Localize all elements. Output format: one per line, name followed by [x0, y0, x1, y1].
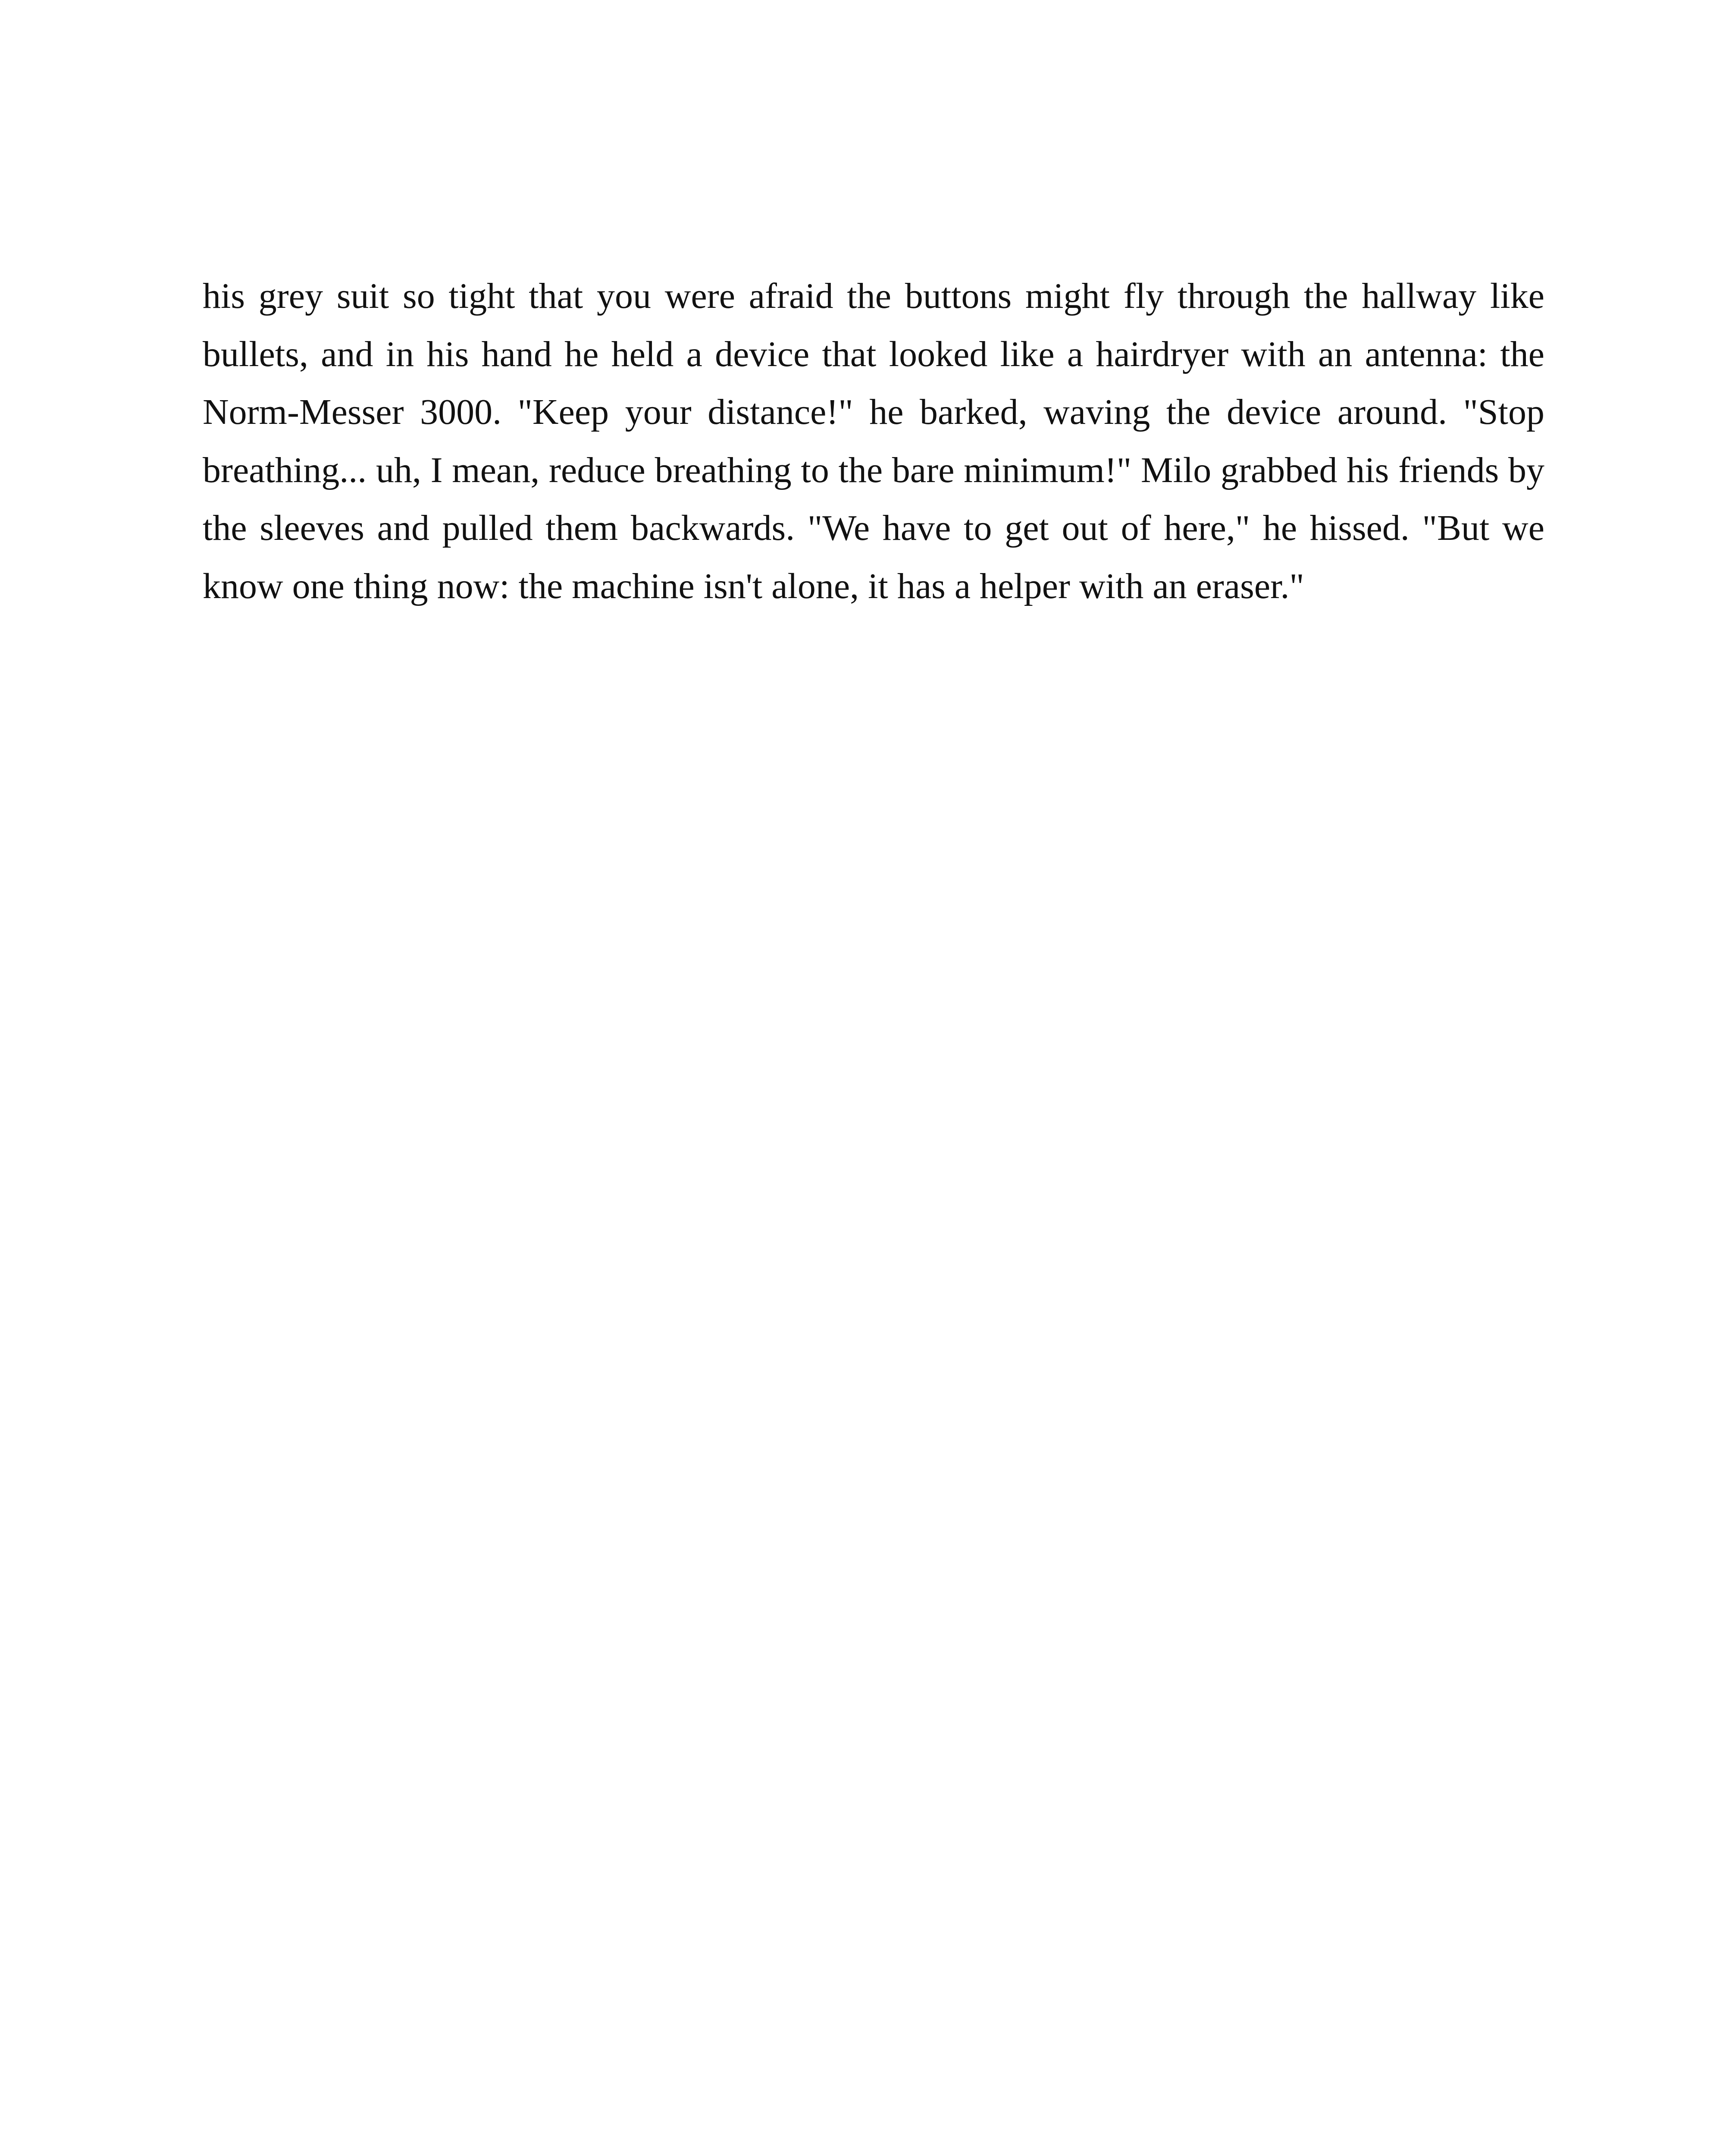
body-paragraph: his grey suit so tight that you were afraid the buttons might fly through the hallway like bullets, and in his hand he held a device that looked like a hairdryer with an antenna: the Norm-Messer 3000. "Keep your distance!" he barked, waving the device around. "Stop breathing... uh, I mean, reduce breathing to the bare minimum!" Milo grabbed his friends by the sleeves and pulled them backwards. "We have to get out of here," he hissed. "But we know one thing now: the machine isn't alone, it has a helper with an eraser."	[203, 276, 1544, 606]
